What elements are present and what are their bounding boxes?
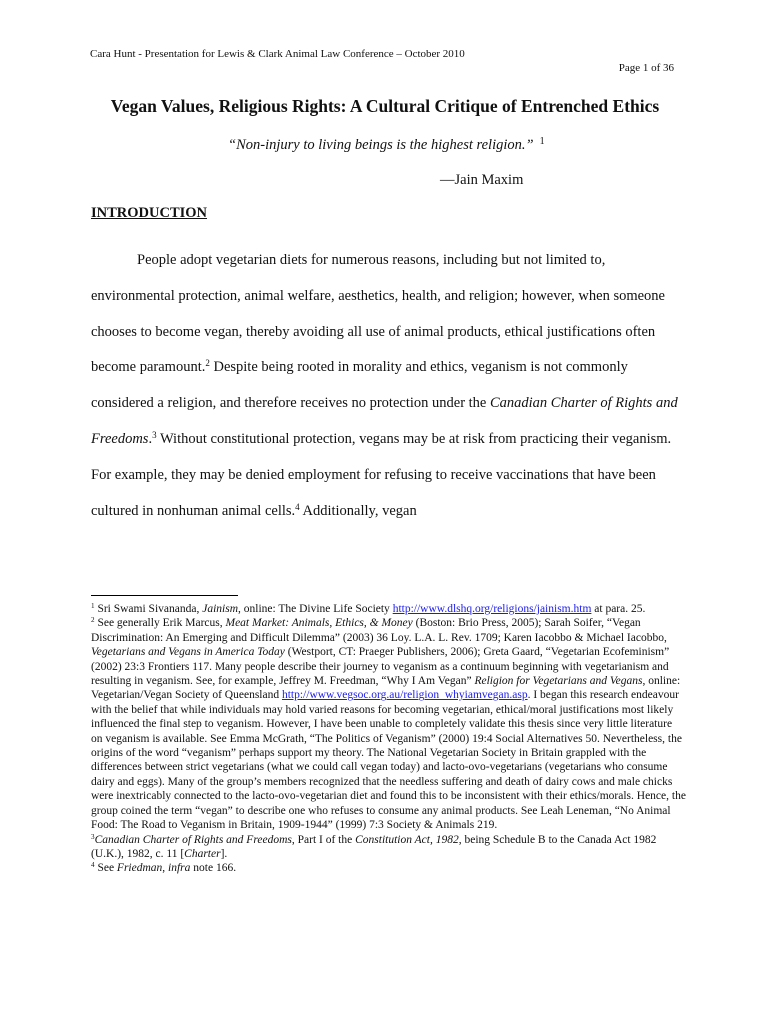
footnote-text: , being Schedule B to the Canada Act 1982 (U.K.), 1982, c. 11 [ [91, 833, 657, 860]
body-paragraph [91, 243, 691, 529]
footnote-text: note 166. [190, 862, 237, 875]
footnote-separator [91, 595, 238, 596]
body-sentence-4: Additionally, vegan [299, 502, 417, 519]
epigraph-quote [228, 136, 545, 154]
footnote-number: 1 [91, 602, 95, 611]
footnote-italic: Canadian Charter of Rights and Freedoms [94, 833, 292, 846]
footnote-italic: Vegetarians and Vegans in America Today [91, 646, 285, 659]
page-number: Page 1 of 36 [618, 62, 674, 74]
footnotes [91, 602, 686, 876]
running-header: Cara Hunt - Presentation for Lewis & Clark Animal Law Conference – October 2010 [90, 48, 465, 60]
footnote-link[interactable]: http://www.dlshq.org/religions/jainism.htm [392, 603, 592, 615]
footnote-ref-2[interactable]: 2 [205, 358, 210, 369]
footnote-number: 2 [91, 616, 95, 625]
footnote-italic: Constitution Act, 1982 [355, 833, 459, 846]
footnote-text: ]. [220, 847, 228, 860]
body-sentence-3: Without constitutional protection, vegans may be at risk from practicing their veganism. For example, they may be denied employment for refusing to receive vaccinations that have been cultured in nonhuman animal cells. [91, 430, 672, 519]
epigraph-text: “Non-injury to living beings is the highest religion.” [228, 137, 534, 153]
footnote-italic: Charter [184, 847, 221, 860]
footnote-ref-4[interactable]: 4 [295, 501, 300, 512]
footnote-text: , online: Vegetarian/Vegan Society of Queensland [91, 675, 681, 702]
footnote-number: 4 [91, 861, 95, 870]
paper-title: Vegan Values, Religious Rights: A Cultural Critique of Entrenched Ethics [110, 96, 660, 116]
footnote-text: , [162, 862, 169, 875]
footnote-ref-3[interactable]: 3 [152, 430, 157, 441]
body-sentence-2: Despite being rooted in morality and ethics, veganism is not commonly considered a religion, and therefore receives no protection under the [91, 359, 628, 412]
footnote-text: . I began this research endeavour with the belief that while individuals may hold varied reasons for becoming vegetarian, ethical/moral justifications most likely influenced the final step to veganism. However, I have been unable to completely validate this thesis since very little literature on veganism is available. See Emma McGrath, “The Politics of Veganism” (2000) 19:4 Social Alternatives 50. Nevertheless, the origins of the word “veganism” perhaps support my theory. The National Vegetarian Society in Britain grappled with the differences between strict vegetarians (what we could call vegan today) and lacto-ovo-vegetarians (vegetarians who consume dairy and eggs). Many of the group’s members recognized that the needless suffering and death of dairy cows and male chicks were inextricably connected to the lacto-ovo-vegetarian diet and found this to be inconsistent with their ethics/morals. Hence, the group coined the term “vegan” to describe one who refuses to consume any animal products. See Leah Leneman, “No Animal Food: The Road to Veganism in Britain, 1909-1944” (1999) 7:3 Society & Animals 219. [91, 689, 686, 832]
footnote-2 [91, 616, 686, 832]
footnote-text: (Boston: Brio Press, 2005); Sarah Soifer, “Vegan Discrimination: An Emerging and Difficult Dilemma” (2003) 36 Loy. L.A. L. Rev. 1709; Karen Iacobbo & Michael Iacobbo, [91, 617, 667, 644]
body-text [91, 243, 691, 529]
footnote-link[interactable]: http://www.vegsoc.org.au/religion_whyiamvegan.asp [281, 689, 528, 702]
footnote-text: , Part I of the [291, 833, 356, 846]
footnote-number: 3 [91, 832, 95, 841]
footnote-4 [91, 861, 686, 875]
footnote-text: at para. 25. [591, 603, 646, 615]
epigraph-attribution: —Jain Maxim [440, 172, 524, 188]
body-period: . [148, 430, 153, 447]
body-sentence-1: People adopt vegetarian diets for numerous reasons, including but not limited to, environmental protection, animal welfare, aesthetics, health, and religion; however, when someone chooses to become vegan, thereby avoiding all use of animal products, ethical justifications often become paramount. [91, 252, 665, 376]
footnote-italic: Jainism [202, 603, 238, 615]
footnote-1 [91, 602, 686, 616]
footnote-text: See generally Erik Marcus, [94, 617, 226, 630]
footnote-italic: Meat Market: Animals, Ethics, & Money [225, 617, 413, 630]
footnote-italic: Religion for Vegetarians and Vegans [474, 675, 643, 688]
footnote-text: See [94, 862, 117, 875]
footnote-3 [91, 833, 686, 862]
footnote-text: (Westport, CT: Praeger Publishers, 2006); Greta Gaard, “Vegetarian Ecofeminism” (2002) 23:3 Frontiers 117. Many people describe their journey to veganism as a continuum beginning with vegetarianism and resulting in veganism. See, for example, Jeffrey M. Freedman, “Why I Am Vegan” [91, 646, 670, 688]
footnote-italic: infra [168, 862, 191, 875]
charter-title: Canadian Charter of Rights and Freedoms [91, 395, 678, 447]
footnote-italic: Friedman [116, 862, 163, 875]
footnote-text: Sri Swami Sivananda, [94, 603, 203, 615]
footnote-text: , online: The Divine Life Society [238, 603, 393, 615]
section-heading: INTRODUCTION [91, 205, 208, 221]
epigraph-footnote-mark[interactable]: 1 [539, 136, 545, 147]
